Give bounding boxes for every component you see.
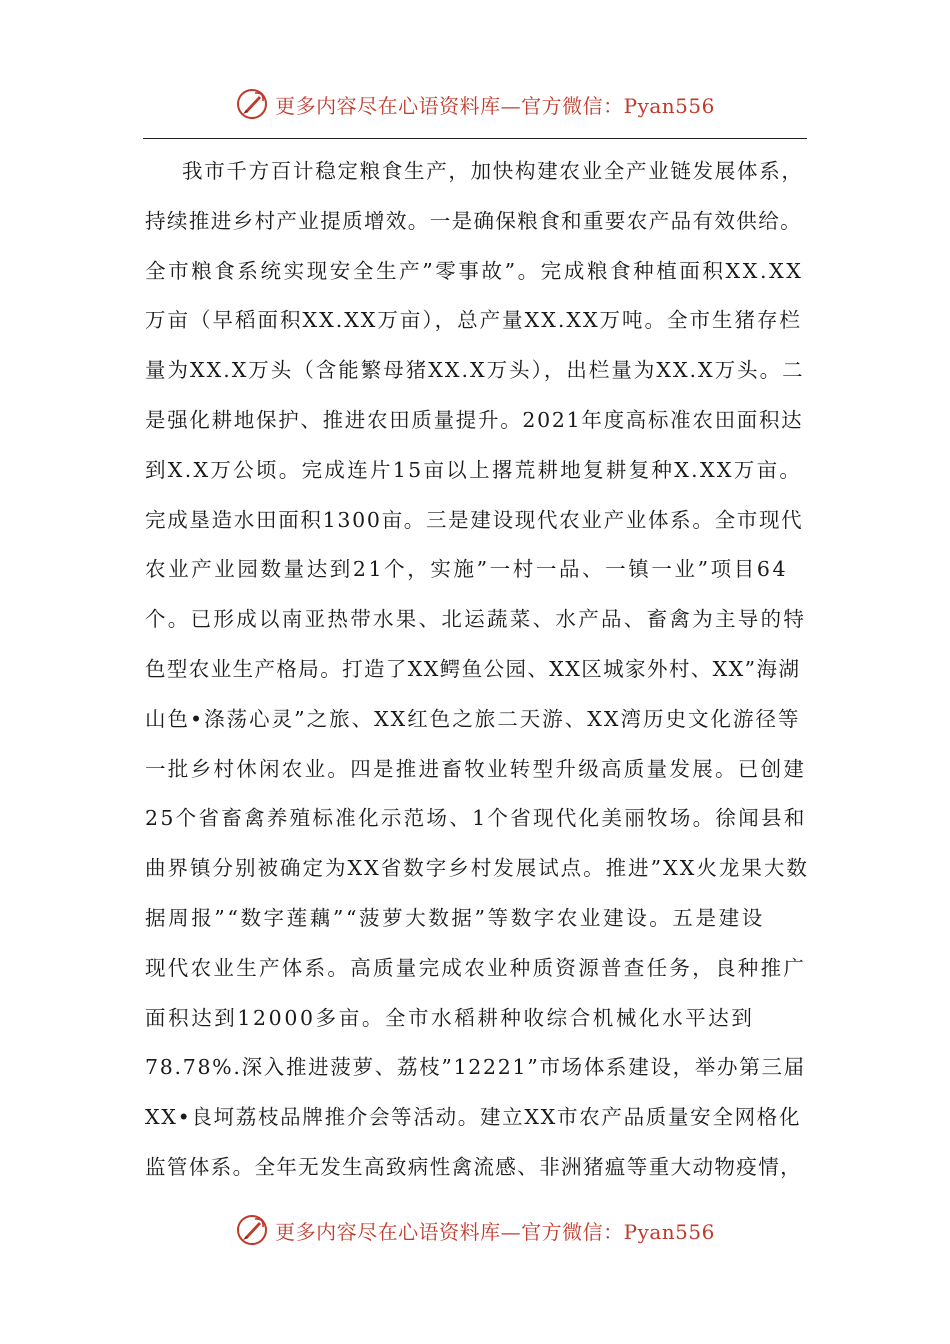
quill-pen-logo-icon [235,1213,269,1247]
footer-banner-text: 更多内容尽在心语资料库—官方微信：Pyan556 [275,1219,715,1244]
body-line: 山色•涤荡心灵”之旅、XX红色之旅二天游、XX湾历史文化游径等 [145,706,801,731]
body-line: 完成垦造水田面积1300亩。三是建设现代农业产业体系。全市现代 [145,507,804,532]
body-line: 面积达到12000多亩。全市水稻耕种收综合机械化水平达到 [145,1005,755,1030]
header-banner [0,84,950,124]
body-line: 色型农业生产格局。打造了XX鳄鱼公园、XX区城家外村、XX”海湖 [145,656,801,681]
body-line: 个。已形成以南亚热带水果、北运蔬菜、水产品、畜禽为主导的特 [145,607,807,632]
header-banner-text: 更多内容尽在心语资料库—官方微信：Pyan556 [275,93,715,118]
footer-banner [0,1210,950,1250]
body-line: 曲界镇分别被确定为XX省数字乡村发展试点。推进”XX火龙果大数 [145,856,809,881]
body-line: 25个省畜禽养殖标准化示范场、1个省现代化美丽牧场。徐闻县和 [145,806,807,831]
header-divider [143,138,807,139]
body-line: 量为XX.X万头（含能繁母猪XX.X万头），出栏量为XX.X万头。二 [145,358,805,383]
body-line: 持续推进乡村产业提质增效。一是确保粮食和重要农产品有效供给。 [145,208,802,233]
body-line: 到X.X万公顷。完成连片15亩以上撂荒耕地复耕复种X.XX万亩。 [145,457,803,482]
body-line: 监管体系。全年无发生高致病性禽流感、非洲猪瘟等重大动物疫情， [145,1154,802,1179]
body-line: 全市粮食系统实现安全生产”零事故”。完成粮食种植面积XX.XX [145,258,804,283]
document-body [145,147,809,1193]
body-line: 据周报”“数字莲藕”“菠萝大数据”等数字农业建设。五是建设 [145,905,765,930]
quill-pen-logo-icon [235,87,269,121]
body-line: 是强化耕地保护、推进农田质量提升。2021年度高标准农田面积达 [145,407,804,432]
body-line: 一批乡村休闲农业。四是推进畜牧业转型升级高质量发展。已创建 [145,756,807,781]
body-line: 万亩（早稻面积XX.XX万亩），总产量XX.XX万吨。全市生猪存栏 [145,308,803,333]
body-line: 我市千方百计稳定粮食生产，加快构建农业全产业链发展体系， [182,159,804,183]
body-line: XX•良坷荔枝品牌推介会等活动。建立XX市农产品质量安全网格化 [145,1105,802,1130]
body-line: 农业产业园数量达到21个，实施”一村一品、一镇一业”项目64 [145,557,789,582]
body-line: 78.78%.深入推进菠萝、荔枝”12221”市场体系建设，举办第三届 [145,1055,806,1080]
body-line: 现代农业生产体系。高质量完成农业种质资源普查任务，良种推广 [145,955,807,980]
